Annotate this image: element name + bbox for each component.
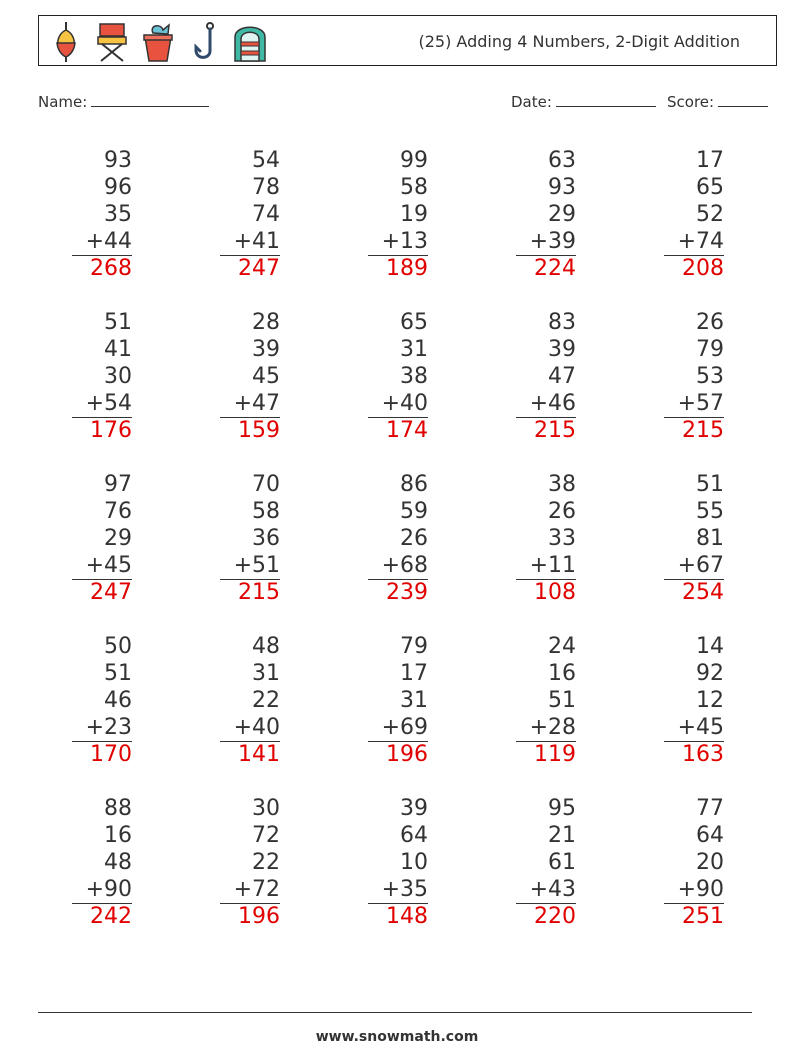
answer-sum: 251 <box>664 903 724 930</box>
addend-with-plus: +51 <box>233 553 280 578</box>
worksheet-title: (25) Adding 4 Numbers, 2-Digit Addition <box>418 32 740 51</box>
addend: 31 <box>252 661 280 686</box>
answer-sum: 208 <box>664 255 724 282</box>
addend: 41 <box>104 337 132 362</box>
addition-problem <box>516 633 576 768</box>
addend: 30 <box>252 796 280 821</box>
answer-sum: 196 <box>368 741 428 768</box>
addend: 93 <box>104 148 132 173</box>
addend: 38 <box>548 472 576 497</box>
addition-problem <box>72 309 132 444</box>
addend: 51 <box>696 472 724 497</box>
addend: 22 <box>252 850 280 875</box>
addition-problem <box>664 471 724 606</box>
addend-with-plus: +45 <box>85 553 132 578</box>
answer-sum: 163 <box>664 741 724 768</box>
addend: 92 <box>696 661 724 686</box>
fishing-hook-icon <box>185 21 223 63</box>
answer-sum: 108 <box>516 579 576 606</box>
addend-with-plus: +11 <box>529 553 576 578</box>
addend: 96 <box>104 175 132 200</box>
header-icons <box>47 20 269 64</box>
addend: 33 <box>548 526 576 551</box>
addition-problem <box>220 795 280 930</box>
addend: 77 <box>696 796 724 821</box>
addition-problem <box>72 471 132 606</box>
answer-sum: 254 <box>664 579 724 606</box>
addend: 51 <box>104 661 132 686</box>
addend: 70 <box>252 472 280 497</box>
addend: 88 <box>104 796 132 821</box>
answer-sum: 170 <box>72 741 132 768</box>
answer-sum: 119 <box>516 741 576 768</box>
addend: 83 <box>548 310 576 335</box>
addend: 97 <box>104 472 132 497</box>
addend: 58 <box>252 499 280 524</box>
addition-problem <box>368 147 428 282</box>
addend: 12 <box>696 688 724 713</box>
addition-problem <box>664 795 724 930</box>
addend-with-plus: +40 <box>233 715 280 740</box>
addition-problem <box>664 147 724 282</box>
addend: 19 <box>400 202 428 227</box>
addend: 52 <box>696 202 724 227</box>
answer-sum: 176 <box>72 417 132 444</box>
camping-chair-icon <box>93 21 131 63</box>
addition-problem <box>368 309 428 444</box>
addend: 30 <box>104 364 132 389</box>
addend-with-plus: +67 <box>677 553 724 578</box>
addend-with-plus: +44 <box>85 229 132 254</box>
footer-site: www.snowmath.com <box>315 1029 479 1045</box>
addend: 61 <box>548 850 576 875</box>
addend: 16 <box>104 823 132 848</box>
date-blank[interactable] <box>556 92 656 107</box>
addend: 63 <box>548 148 576 173</box>
addition-problem <box>368 795 428 930</box>
addend: 74 <box>252 202 280 227</box>
addend-with-plus: +57 <box>677 391 724 416</box>
addition-problem <box>72 633 132 768</box>
addend: 93 <box>548 175 576 200</box>
addition-problem <box>368 633 428 768</box>
addition-problem <box>516 471 576 606</box>
addend-with-plus: +90 <box>85 877 132 902</box>
addend: 16 <box>548 661 576 686</box>
addend-with-plus: +72 <box>233 877 280 902</box>
addend-with-plus: +39 <box>529 229 576 254</box>
addend: 81 <box>696 526 724 551</box>
addend: 29 <box>104 526 132 551</box>
date-field <box>511 92 656 111</box>
addend-with-plus: +35 <box>381 877 428 902</box>
addition-problem <box>664 633 724 768</box>
answer-sum: 247 <box>220 255 280 282</box>
addend: 53 <box>696 364 724 389</box>
score-field <box>667 92 768 111</box>
addend-with-plus: +45 <box>677 715 724 740</box>
addend: 35 <box>104 202 132 227</box>
addend-with-plus: +28 <box>529 715 576 740</box>
addend: 28 <box>252 310 280 335</box>
answer-sum: 159 <box>220 417 280 444</box>
addend: 48 <box>252 634 280 659</box>
addend: 39 <box>400 796 428 821</box>
addend: 17 <box>696 148 724 173</box>
addend: 72 <box>252 823 280 848</box>
answer-sum: 215 <box>220 579 280 606</box>
worksheet-header <box>38 15 777 66</box>
answer-sum: 247 <box>72 579 132 606</box>
answer-sum: 196 <box>220 903 280 930</box>
answer-sum: 215 <box>664 417 724 444</box>
addend: 31 <box>400 337 428 362</box>
addend: 36 <box>252 526 280 551</box>
addend-with-plus: +13 <box>381 229 428 254</box>
addend-with-plus: +90 <box>677 877 724 902</box>
addition-problem <box>72 147 132 282</box>
answer-sum: 174 <box>368 417 428 444</box>
footer-divider <box>38 1012 752 1013</box>
addend: 47 <box>548 364 576 389</box>
name-label: Name: <box>38 93 88 111</box>
addend-with-plus: +74 <box>677 229 724 254</box>
addend: 24 <box>548 634 576 659</box>
addend: 29 <box>548 202 576 227</box>
date-label: Date: <box>511 93 552 111</box>
addition-problem <box>220 147 280 282</box>
name-field <box>38 92 209 111</box>
addend-with-plus: +69 <box>381 715 428 740</box>
answer-sum: 239 <box>368 579 428 606</box>
addend: 48 <box>104 850 132 875</box>
addend: 14 <box>696 634 724 659</box>
addend: 55 <box>696 499 724 524</box>
answer-sum: 215 <box>516 417 576 444</box>
addend: 58 <box>400 175 428 200</box>
addend: 39 <box>252 337 280 362</box>
answer-sum: 148 <box>368 903 428 930</box>
addend: 64 <box>696 823 724 848</box>
addend: 64 <box>400 823 428 848</box>
addend-with-plus: +47 <box>233 391 280 416</box>
addition-problem <box>368 471 428 606</box>
addend-with-plus: +68 <box>381 553 428 578</box>
addition-problem <box>516 795 576 930</box>
addend: 65 <box>696 175 724 200</box>
addend: 54 <box>252 148 280 173</box>
addend: 51 <box>548 688 576 713</box>
addend: 59 <box>400 499 428 524</box>
addend: 51 <box>104 310 132 335</box>
addend: 39 <box>548 337 576 362</box>
addend-with-plus: +40 <box>381 391 428 416</box>
addend: 20 <box>696 850 724 875</box>
score-blank[interactable] <box>718 92 768 107</box>
addition-problem <box>220 309 280 444</box>
answer-sum: 220 <box>516 903 576 930</box>
addend: 79 <box>696 337 724 362</box>
addend: 50 <box>104 634 132 659</box>
answer-sum: 189 <box>368 255 428 282</box>
addend: 26 <box>548 499 576 524</box>
addend: 22 <box>252 688 280 713</box>
addition-problem <box>516 309 576 444</box>
addend: 38 <box>400 364 428 389</box>
answer-sum: 224 <box>516 255 576 282</box>
inflatable-boat-icon <box>231 21 269 63</box>
addend-with-plus: +43 <box>529 877 576 902</box>
addend: 99 <box>400 148 428 173</box>
addend: 26 <box>696 310 724 335</box>
fishing-float-icon <box>47 21 85 63</box>
answer-sum: 268 <box>72 255 132 282</box>
addend: 79 <box>400 634 428 659</box>
addend: 65 <box>400 310 428 335</box>
addition-problem <box>220 633 280 768</box>
answer-sum: 242 <box>72 903 132 930</box>
addend: 31 <box>400 688 428 713</box>
addend: 46 <box>104 688 132 713</box>
addend: 95 <box>548 796 576 821</box>
addend: 45 <box>252 364 280 389</box>
answer-sum: 141 <box>220 741 280 768</box>
addend-with-plus: +41 <box>233 229 280 254</box>
name-blank[interactable] <box>91 92 209 107</box>
addition-problem <box>72 795 132 930</box>
score-label: Score: <box>667 93 715 111</box>
addition-problem <box>220 471 280 606</box>
addition-problem <box>664 309 724 444</box>
addend: 26 <box>400 526 428 551</box>
addend-with-plus: +46 <box>529 391 576 416</box>
addition-problem <box>516 147 576 282</box>
addend: 17 <box>400 661 428 686</box>
addend: 76 <box>104 499 132 524</box>
addend: 78 <box>252 175 280 200</box>
addend-with-plus: +54 <box>85 391 132 416</box>
addend: 21 <box>548 823 576 848</box>
addend-with-plus: +23 <box>85 715 132 740</box>
addend: 10 <box>400 850 428 875</box>
fish-bucket-icon <box>139 21 177 63</box>
addend: 86 <box>400 472 428 497</box>
